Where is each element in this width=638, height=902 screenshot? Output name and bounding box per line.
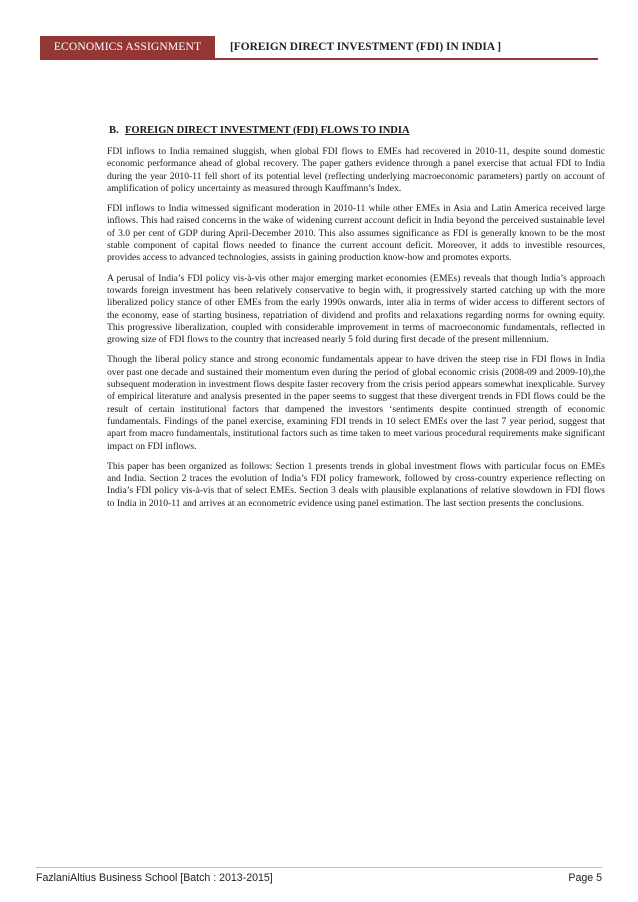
page-number: Page 5 (568, 872, 602, 884)
section-heading (107, 125, 605, 136)
document-title: [FOREIGN DIRECT INVESTMENT (FDI) IN INDIA ] (230, 41, 502, 53)
paragraph-3: A perusal of India’s FDI policy vis-à-vis other major emerging market economies (EMEs) reveals that though India’s approach towards foreign investment has been relatively conservative to begin with, it progressively started catching up with the more liberalized policy stance of other EMEs from the early 1990s onwards, inter alia in terms of wider access to different sectors of the economy, ease of starting business, repatriation of dividend and profits and relaxations regarding norms for owning equity. This progressive liberalization, coupled with considerable improvement in terms of macroeconomic fundamentals, reflected in growing size of FDI flows to the country that increased nearly 5 fold during first decade of the present millennium. (107, 272, 605, 346)
main-content (107, 125, 605, 518)
header-divider (40, 58, 598, 60)
footer-school: FazlaniAltius Business School [Batch : 2013-2015] (36, 872, 273, 884)
assignment-label: ECONOMICS ASSIGNMENT (40, 36, 215, 58)
footer-divider (36, 867, 602, 868)
paragraph-4: Though the liberal policy stance and strong economic fundamentals appear to have driven the steep rise in FDI flows in India over past one decade and sustained their momentum even during the period of global economic crisis (2008-09 and 2009-10),the subsequent moderation in investment flows despite faster recovery from the crisis period appears somewhat inexplicable. Survey of empirical literature and analysis presented in the paper seems to suggest that these divergent trends in FDI flows could be the result of certain institutional factors that dampened the investors ‘sentiments despite continued strength of economic fundamentals. Findings of the panel exercise, examining FDI trends in 10 select EMEs over the last 7 year period, suggest that apart from macro fundamentals, institutional factors such as time taken to meet various procedural requirements make significant impact on FDI inflows. (107, 354, 605, 452)
paragraph-5: This paper has been organized as follows: Section 1 presents trends in global investment flows with particular focus on EMEs and India. Section 2 traces the evolution of India’s FDI policy framework, followed by cross-country experience reflecting on India’s FDI policy vis-à-vis that of select EMEs. Section 3 deals with plausible explanations of relative slowdown in FDI flows to India in 2010-11 and arrives at an econometric evidence using panel estimation. The last section presents the conclusions. (107, 460, 605, 509)
paragraph-1: FDI inflows to India remained sluggish, when global FDI flows to EMEs had recovered in 2010-11, despite sound domestic economic performance ahead of global recovery. The paper gathers evidence through a panel exercise that actual FDI to India during the year 2010-11 fell short of its potential level (reflecting underlying macroeconomic parameters) partly on account of amplification of policy uncertainty as measured through Kauffmann’s Index. (107, 146, 605, 194)
section-letter: B. (109, 125, 119, 136)
page-header (40, 36, 598, 58)
section-title: FOREIGN DIRECT INVESTMENT (FDI) FLOWS TO INDIA (125, 125, 410, 136)
paragraph-2: FDI inflows to India witnessed significant moderation in 2010-11 while other EMEs in Asia and Latin America received large inflows. This had raised concerns in the wake of widening current account deficit in India beyond the perceived sustainable level of 3.0 per cent of GDP during April-December 2010. This also assumes significance as FDI is generally known to be the most stable component of capital flows needed to finance the current account deficit. Moreover, it adds to investible resources, provides access to advanced technologies, assists in gaining production know-how and promotes exports. (107, 203, 605, 264)
